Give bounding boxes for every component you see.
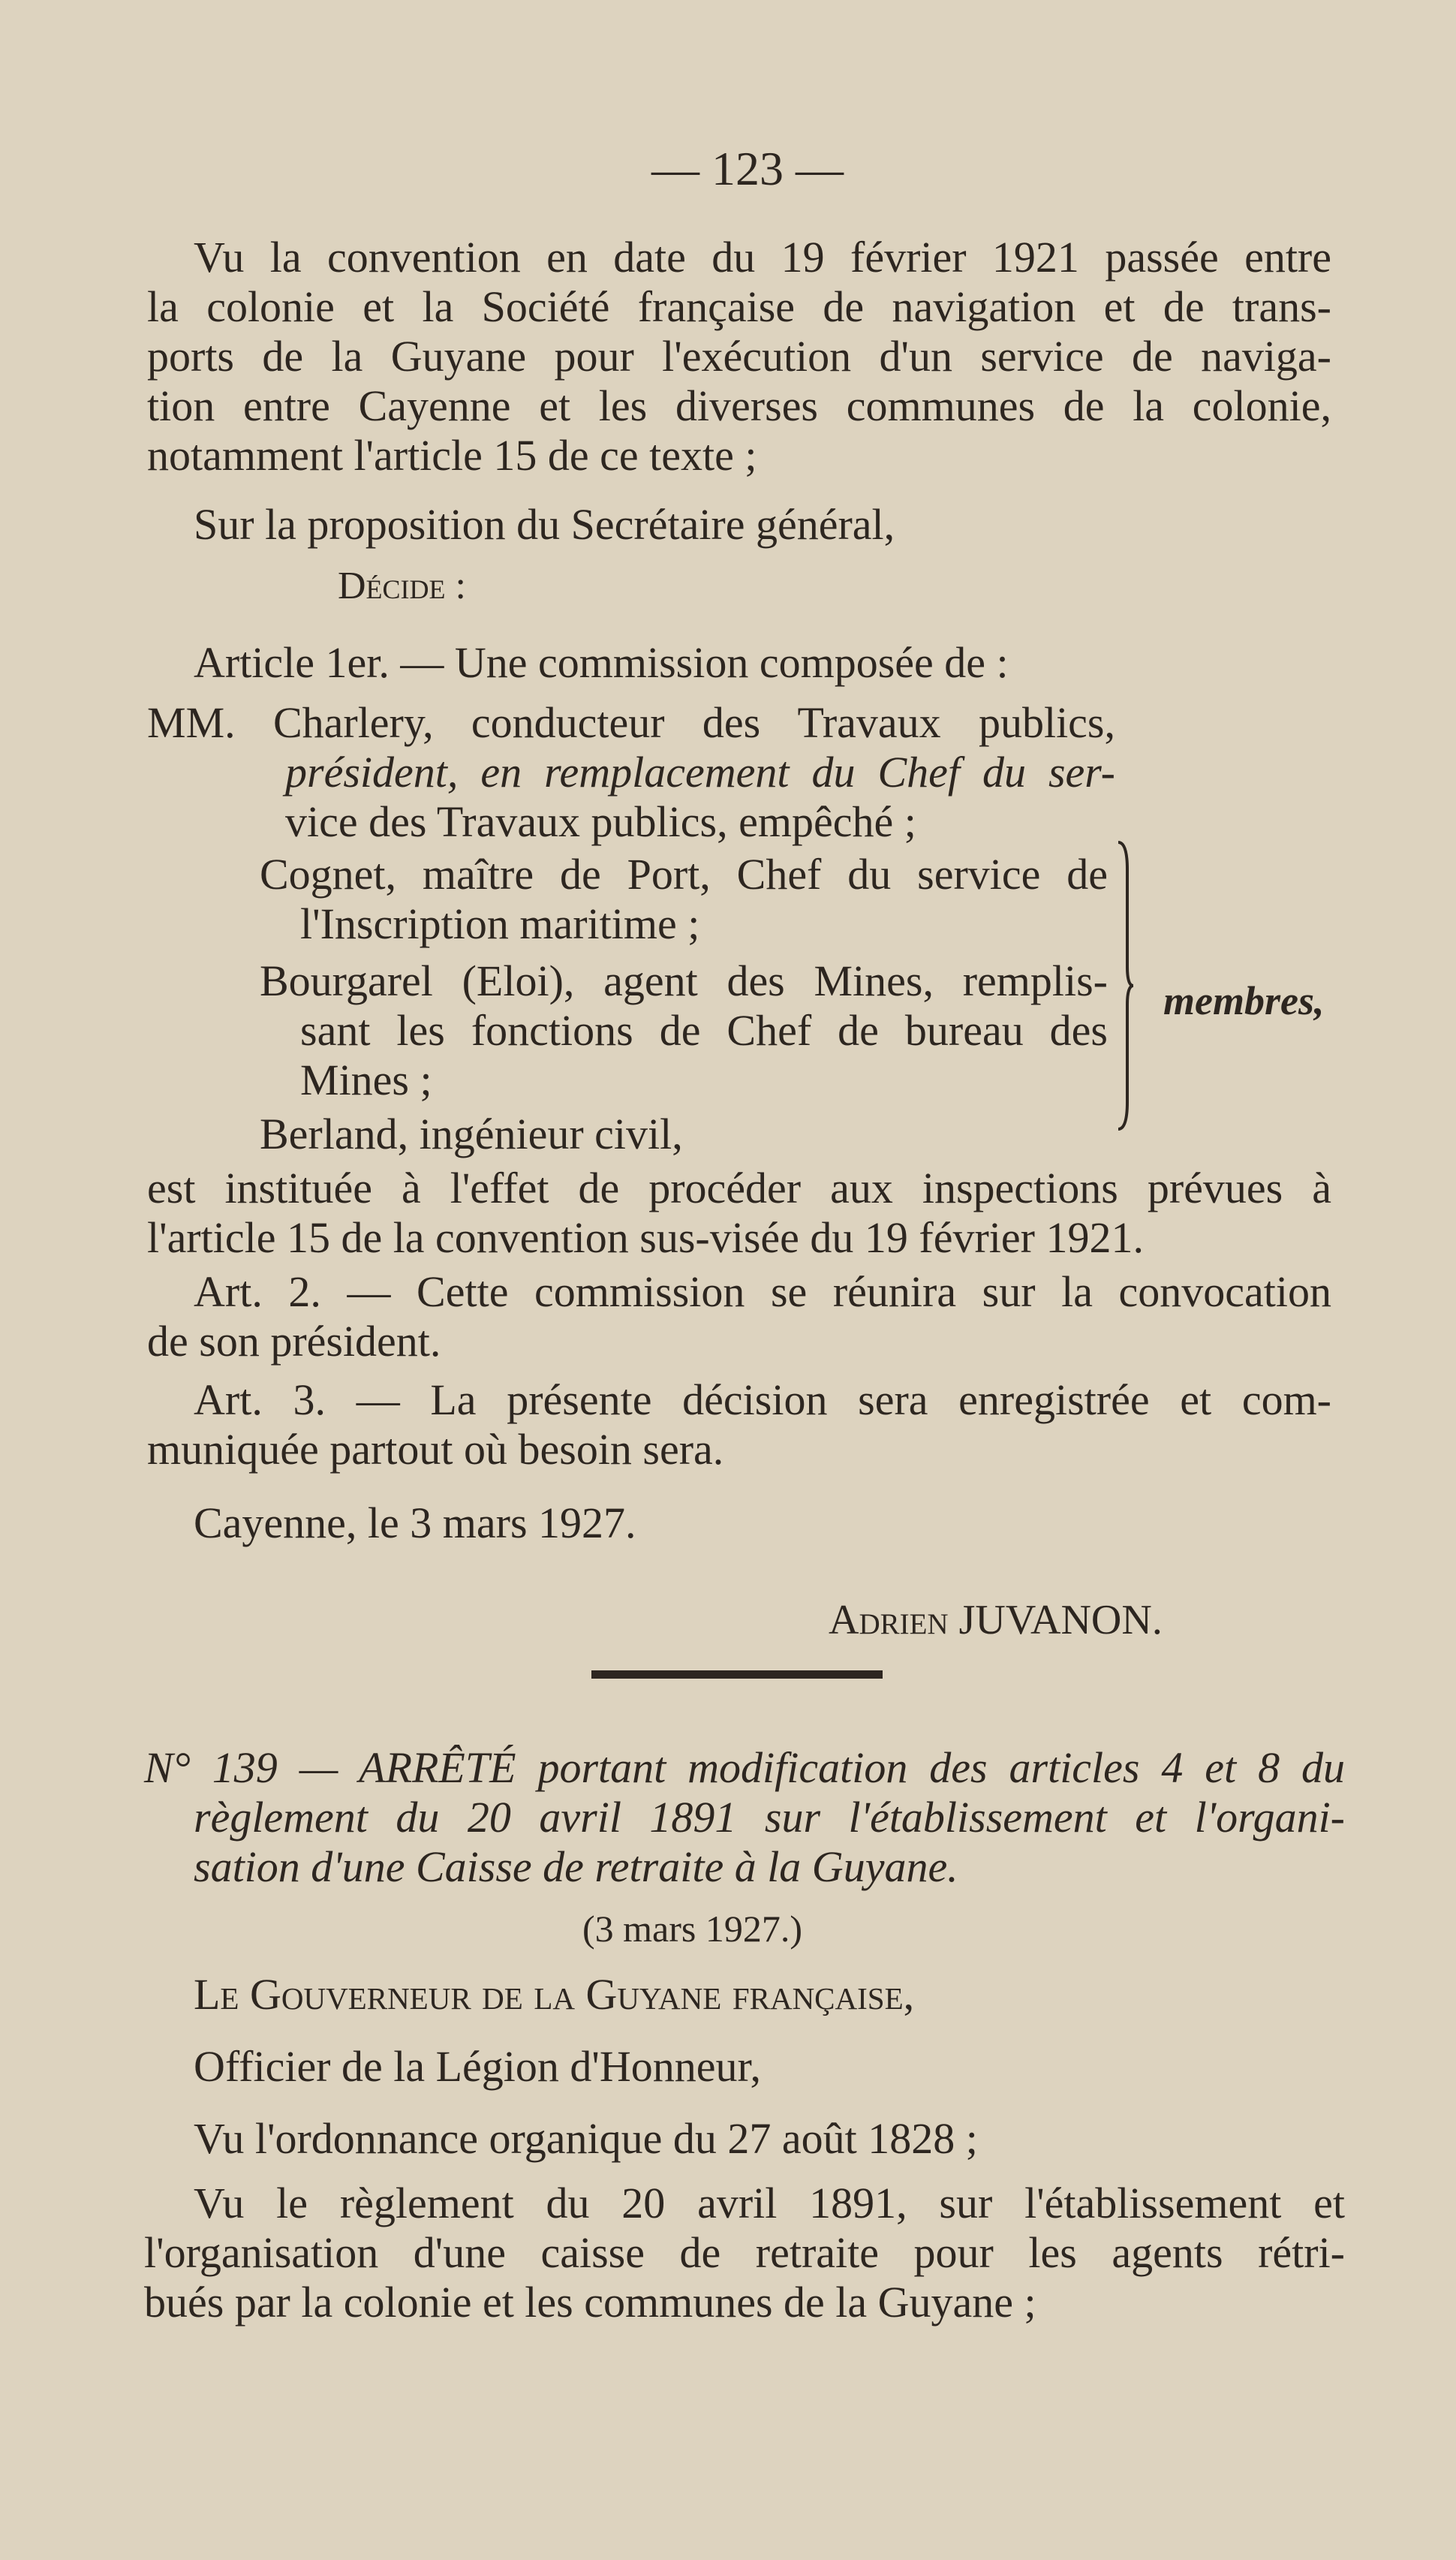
- article3-line-2: muniquée partout où besoin sera.: [147, 1425, 724, 1474]
- section-divider: [591, 1670, 883, 1679]
- members-role-label: membres,: [1163, 978, 1325, 1023]
- member-bourgarel-1: Bourgarel (Eloi), agent des Mines, remplis-: [260, 956, 1108, 1005]
- member-charlery-2: président, en remplacement du Chef du ser-: [285, 748, 1115, 797]
- arrete-heading-3: sation d'une Caisse de retraite à la Guyane.: [194, 1842, 958, 1891]
- decide-heading: Décide :: [338, 565, 466, 607]
- intro-line-3: ports de la Guyane pour l'exécution d'un service de naviga-: [147, 332, 1331, 381]
- signature: Adrien JUVANON.: [829, 1597, 1163, 1643]
- governor-line: Le Gouverneur de la Guyane française,: [194, 1970, 915, 2019]
- page-number: — 123 —: [651, 142, 844, 195]
- article2-line-2: de son président.: [147, 1317, 441, 1366]
- article1-end-2: l'article 15 de la convention sus-visée du 19 février 1921.: [147, 1213, 1144, 1262]
- arrete-date: (3 mars 1927.): [582, 1908, 802, 1950]
- curly-brace-icon: [1112, 839, 1135, 1132]
- intro-line-4: tion entre Cayenne et les diverses communes de la colonie,: [147, 381, 1331, 430]
- arrete-heading-2: règlement du 20 avril 1891 sur l'établissement et l'organi-: [194, 1793, 1345, 1842]
- article3-line-1: Art. 3. — La présente décision sera enregistrée et com-: [194, 1375, 1331, 1424]
- visa-1: Vu l'ordonnance organique du 27 août 1828 ;: [194, 2114, 978, 2163]
- member-cognet-1: Cognet, maître de Port, Chef du service de: [260, 850, 1108, 899]
- proposal-line: Sur la proposition du Secrétaire général,: [194, 500, 895, 549]
- intro-line-2: la colonie et la Société française de navigation et de trans-: [147, 282, 1331, 331]
- officer-line: Officier de la Légion d'Honneur,: [194, 2042, 761, 2091]
- visa-2-line-3: bués par la colonie et les communes de la Guyane ;: [144, 2278, 1036, 2327]
- member-charlery-1: MM. Charlery, conducteur des Travaux publics,: [147, 698, 1115, 747]
- intro-line-1: Vu la convention en date du 19 février 1921 passée entre: [194, 233, 1331, 282]
- place-date: Cayenne, le 3 mars 1927.: [194, 1498, 636, 1547]
- member-bourgarel-2: sant les fonctions de Chef de bureau des: [300, 1006, 1108, 1055]
- member-bourgarel-3: Mines ;: [300, 1056, 432, 1104]
- article2-line-1: Art. 2. — Cette commission se réunira sur la convocation: [194, 1267, 1331, 1316]
- member-berland: Berland, ingénieur civil,: [260, 1110, 683, 1158]
- member-cognet-2: l'Inscription maritime ;: [300, 899, 700, 948]
- visa-2-line-2: l'organisation d'une caisse de retraite pour les agents rétri-: [144, 2228, 1345, 2277]
- visa-2-line-1: Vu le règlement du 20 avril 1891, sur l'établissement et: [194, 2179, 1345, 2227]
- article1-intro: Article 1er. — Une commission composée de :: [194, 638, 1009, 687]
- member-charlery-3: vice des Travaux publics, empêché ;: [285, 797, 916, 846]
- arrete-heading-1: N° 139 — ARRÊTÉ portant modification des articles 4 et 8 du: [144, 1743, 1345, 1792]
- intro-line-5: notamment l'article 15 de ce texte ;: [147, 431, 757, 480]
- article1-end-1: est instituée à l'effet de procéder aux inspections prévues à: [147, 1164, 1331, 1212]
